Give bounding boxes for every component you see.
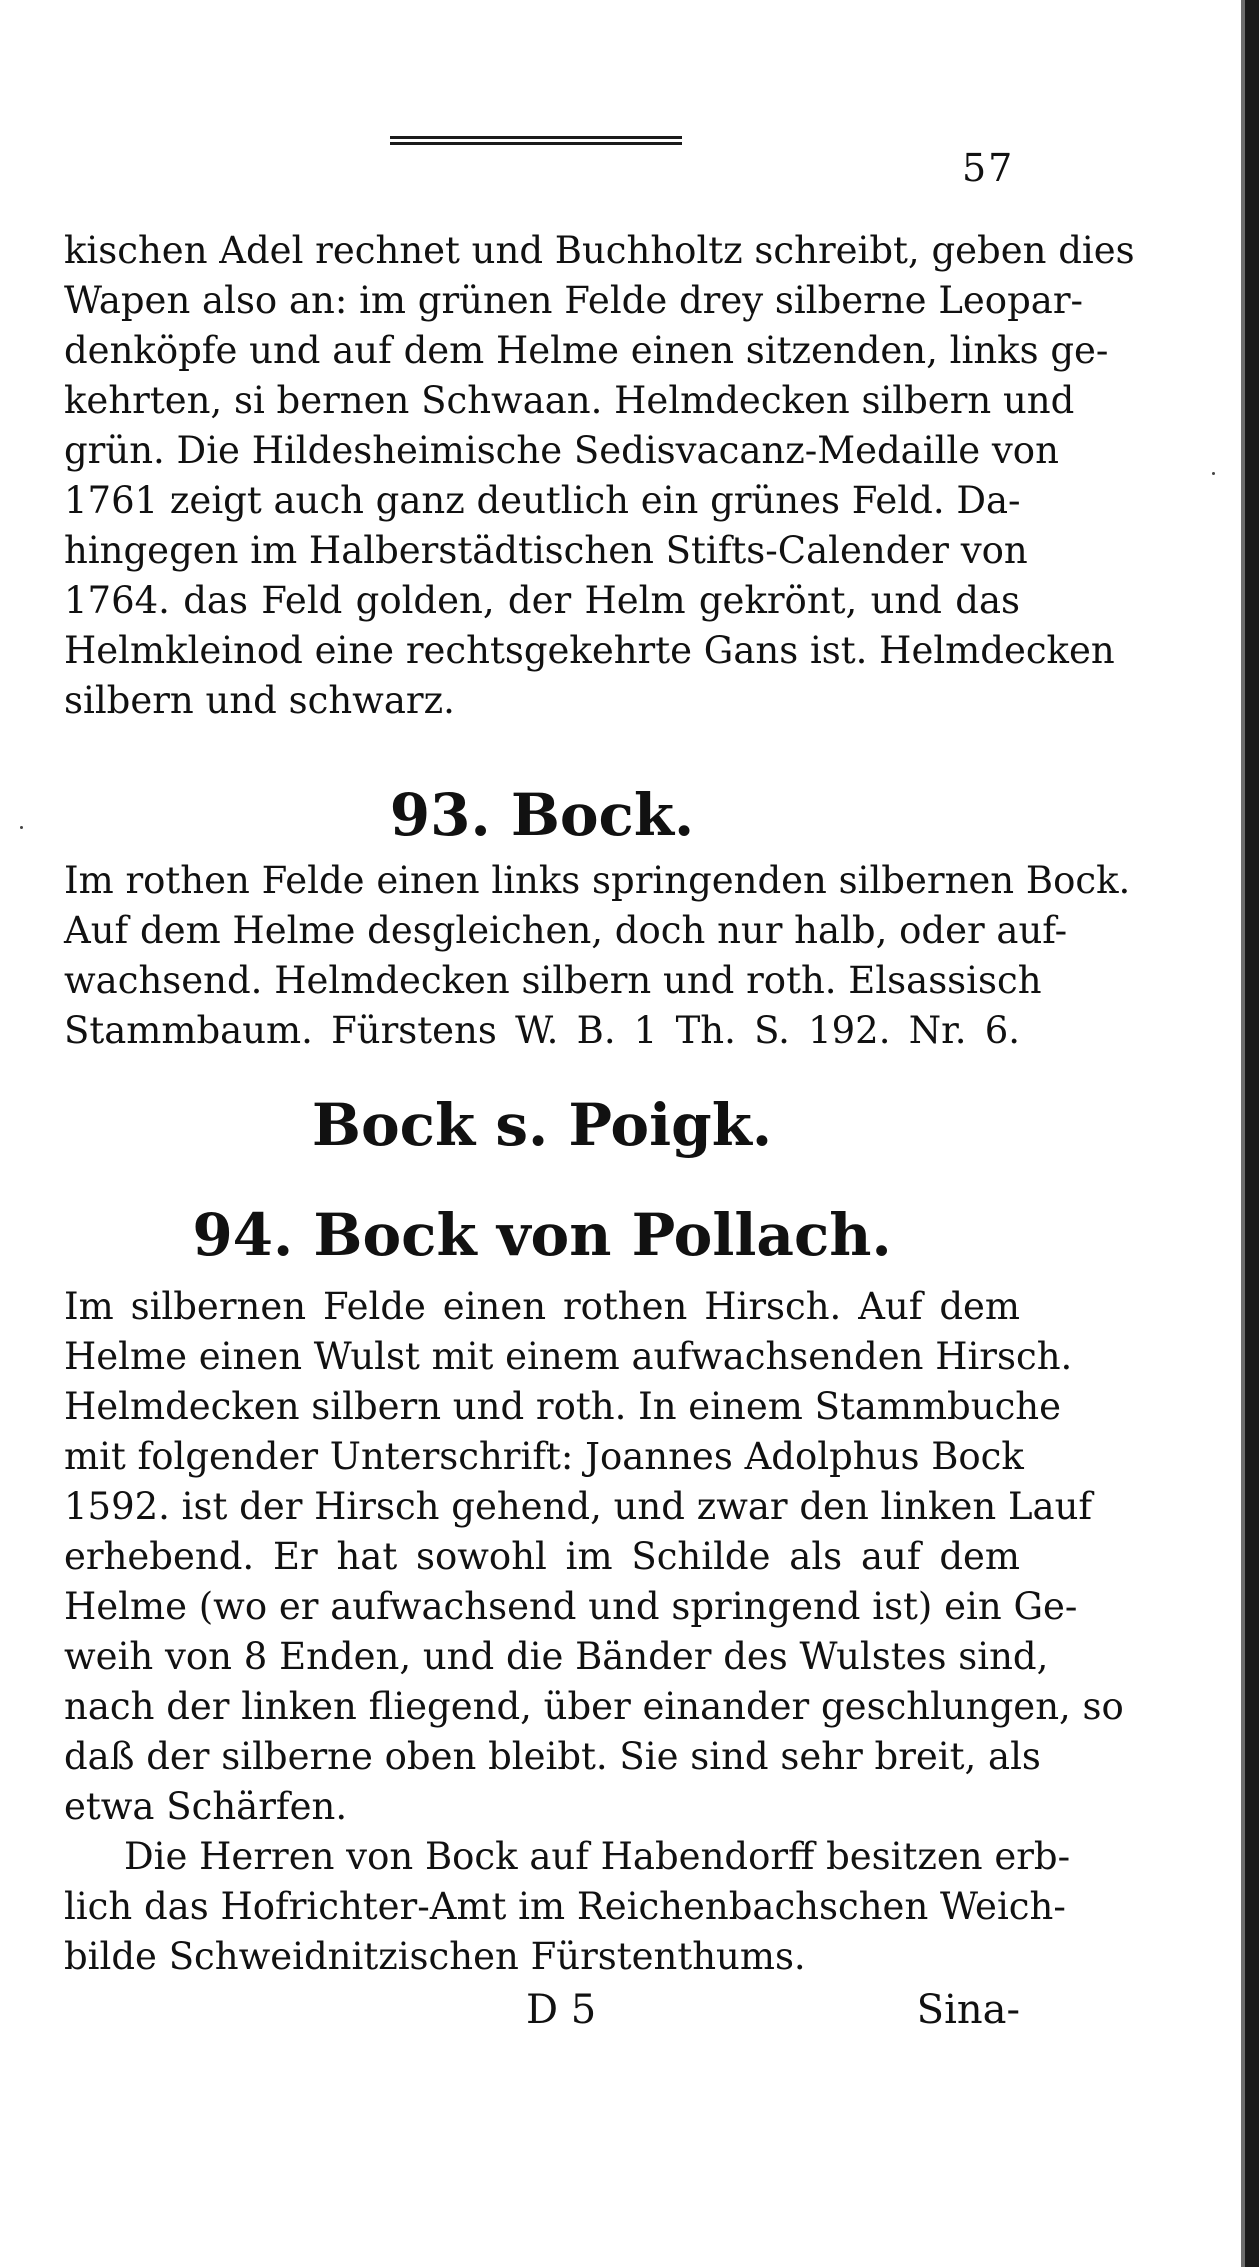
text-line: Auf dem Helme desgleichen, doch nur halb, oder auf- — [64, 909, 1068, 952]
entry-94-second-paragraph — [64, 1832, 1071, 1982]
text-line: mit folgender Unterschrift: Joannes Adolphus Bock — [64, 1435, 1024, 1478]
text-line: Im rothen Felde einen links springenden silbernen Bock. — [64, 859, 1131, 902]
entry-93-body — [64, 856, 1131, 1056]
text-line: kischen Adel rechnet und Buchholtz schreibt, geben dies — [64, 229, 1135, 272]
text-line: weih von 8 Enden, und die Bänder des Wulstes sind, — [64, 1635, 1049, 1678]
page-number: 57 — [962, 146, 1015, 190]
text-line: lich das Hofrichter-Amt im Reichenbachschen Weich- — [64, 1885, 1066, 1928]
entry-heading-93: 93. Bock. — [389, 781, 695, 849]
paragraph-continuation — [64, 226, 1135, 726]
text-line: Stammbaum. Fürstens W. B. 1 Th. S. 192. Nr. 6. — [64, 1009, 1020, 1052]
text-line: daß der silberne oben bleibt. Sie sind sehr breit, als — [64, 1735, 1041, 1778]
text-line: silbern und schwarz. — [64, 679, 455, 722]
page-edge-shadow — [1245, 0, 1259, 2267]
text-line: Wapen also an: im grünen Felde drey silberne Leopar- — [64, 279, 1084, 322]
text-line: Helmkleinod eine rechtsgekehrte Gans ist. Helmdecken — [64, 629, 1115, 672]
page-edge-gutter — [1241, 0, 1245, 2267]
text-line: nach der linken fliegend, über einander geschlungen, so — [64, 1685, 1124, 1728]
text-line: wachsend. Helmdecken silbern und roth. Elsassisch — [64, 959, 1042, 1002]
text-line: 1592. ist der Hirsch gehend, und zwar den linken Lauf — [64, 1485, 1093, 1528]
text-line: 1761 zeigt auch ganz deutlich ein grünes Feld. Da- — [64, 479, 1021, 522]
text-line: grün. Die Hildesheimische Sedisvacanz-Medaille von — [64, 429, 1059, 472]
entry-94-body — [64, 1282, 1124, 1832]
header-rule — [390, 136, 682, 150]
text-line: etwa Schärfen. — [64, 1785, 348, 1828]
text-line: Helme einen Wulst mit einem aufwachsenden Hirsch. — [64, 1335, 1073, 1378]
text-line: Im silbernen Felde einen rothen Hirsch. Auf dem — [64, 1285, 1020, 1328]
text-line: hingegen im Halberstädtischen Stifts-Calender von — [64, 529, 1028, 572]
text-line: bilde Schweidnitzischen Fürstenthums. — [64, 1935, 806, 1978]
text-line: Die Herren von Bock auf Habendorff besitzen erb- — [124, 1835, 1071, 1878]
entry-heading-94: 94. Bock von Pollach. — [192, 1201, 892, 1269]
catchword: Sina- — [916, 1987, 1020, 2033]
signature-mark: D 5 — [526, 1987, 597, 2033]
text-line: erhebend. Er hat sowohl im Schilde als auf dem — [64, 1535, 1020, 1578]
text-line: denköpfe und auf dem Helme einen sitzenden, links ge- — [64, 329, 1109, 372]
paper-speck — [1212, 472, 1215, 475]
text-line: kehrten, si bernen Schwaan. Helmdecken silbern und — [64, 379, 1075, 422]
paper-speck — [20, 826, 23, 829]
text-line: 1764. das Feld golden, der Helm gekrönt, und das — [64, 579, 1020, 622]
text-line: Helme (wo er aufwachsend und springend ist) ein Ge- — [64, 1585, 1078, 1628]
text-line: Helmdecken silbern und roth. In einem Stammbuche — [64, 1385, 1062, 1428]
cross-reference-heading: Bock s. Poigk. — [311, 1091, 773, 1159]
